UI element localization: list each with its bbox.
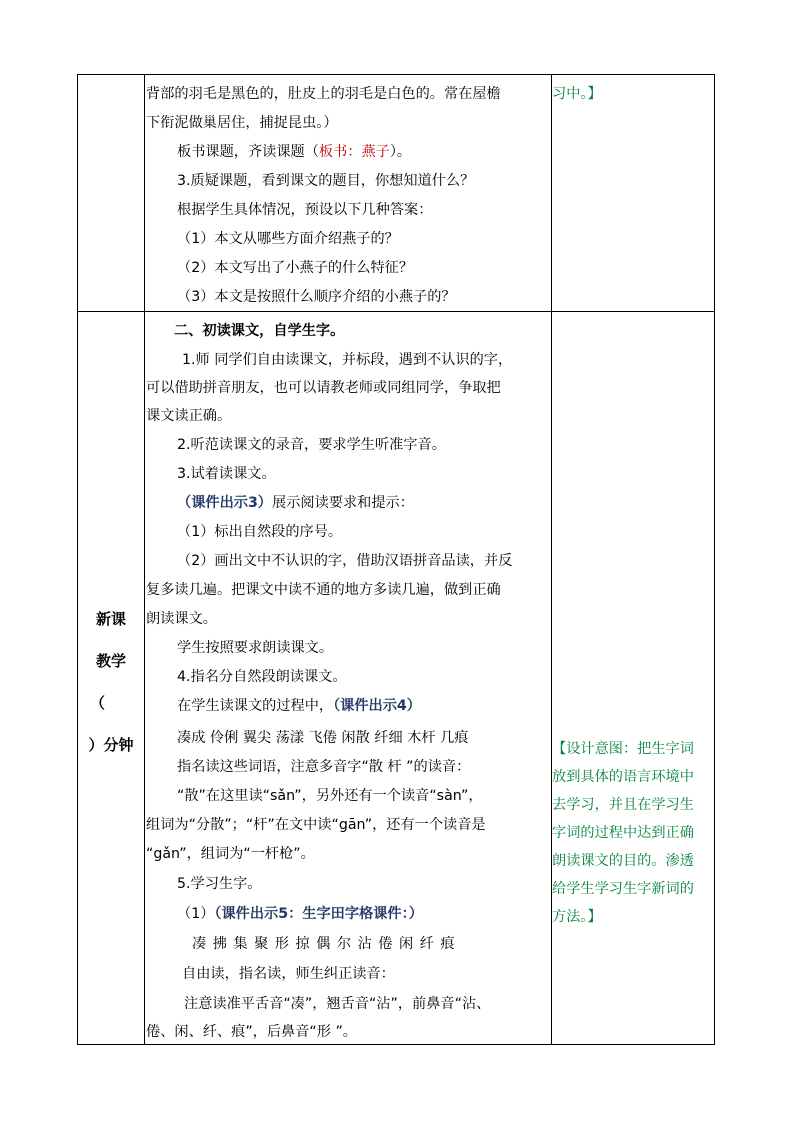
board-title: 板书：燕子 [318, 144, 390, 160]
text-line: （1）（课件出示5：生字田字格课件：） [177, 906, 423, 922]
text-line: 下衔泥做巢居住，捕捉昆虫。） [146, 115, 338, 131]
text-line: （3）本文是按照什么顺序介绍的小燕子的？ [177, 289, 456, 305]
text-line: 指名读这些词语，注意多音字“散 杆 ”的读音： [177, 759, 471, 775]
lesson-plan-table [77, 74, 715, 1045]
section-label-line: 教学 [95, 652, 126, 670]
note-line: 给学生学习生字新词的 [552, 881, 694, 897]
text-line: 3.试着读课文。 [177, 466, 276, 482]
courseware-tag: （课件出示5：生字田字格课件：） [214, 906, 423, 922]
text-line: 板书课题，齐读课题（板书：燕子）。 [177, 144, 412, 160]
section-label-line: ）分钟 [88, 736, 134, 754]
text-line: 倦、闲、纤、痕”，后鼻音“形 ”。 [146, 1024, 357, 1040]
text-line: 1.师 同学们自由读课文，并标段，遇到不认识的字， [182, 352, 513, 368]
courseware-tag: （课件出示3） [177, 495, 272, 511]
text-line: （1）标出自然段的序号。 [177, 524, 343, 540]
note-line: 字词的过程中达到正确 [552, 825, 694, 841]
text-line: 学生按照要求朗读课文。 [177, 640, 334, 656]
text-line: 复多读几遍。把课文中读不通的地方多读几遍，做到正确 [146, 582, 501, 598]
text-line: （2）画出文中不认识的字，借助汉语拼音品读，并反 [177, 553, 513, 569]
text-line: 组词为“分散”；“杆”在文中读“gān”，还有一个读音是 [146, 817, 486, 833]
note-line: 放到具体的语言环境中 [552, 769, 694, 785]
text-line: “散”在这里读“sǎn”，另外还有一个读音“sàn”， [177, 788, 483, 804]
text-line: 4.指名分自然段朗读课文。 [177, 669, 347, 685]
courseware-tag: （课件出示4） [333, 698, 421, 714]
text-line: 3.质疑课题，看到课文的题目，你想知道什么？ [177, 173, 475, 189]
new-characters: 凑 拂 集 聚 形 掠 偶 尔 沾 倦 闲 纤 痕 [192, 936, 456, 952]
section-label-line: （ [90, 694, 106, 712]
text-line: 朗读课文。 [146, 611, 217, 627]
note-line: 朗读课文的目的。渗透 [552, 853, 694, 869]
text-line: 背部的羽毛是黑色的，肚皮上的羽毛是白色的。常在屋檐 [146, 86, 501, 102]
text-line: 注意读准平舌音“凑”，翘舌音“沾”，前鼻音“沾、 [184, 996, 491, 1012]
text-line: 在学生读课文的过程中，（课件出示4） [177, 698, 421, 714]
note-line: 习中。】 [552, 86, 602, 102]
text-line: 2.听范读课文的录音，要求学生听准字音。 [177, 437, 446, 453]
section-label-line: 新课 [95, 610, 126, 628]
note-line: 方法。】 [552, 909, 602, 925]
note-line: 【设计意图：把生字词 [552, 741, 694, 757]
design-notes-column [551, 75, 716, 1044]
text-line: 根据学生具体情况，预设以下几种答案： [177, 202, 433, 218]
vocabulary-words: 凑成 伶俐 翼尖 荡漾 飞倦 闲散 纤细 木杆 几痕 [177, 730, 469, 746]
text-line: （课件出示3）展示阅读要求和提示： [177, 495, 414, 511]
note-line: 去学习，并且在学习生 [552, 797, 694, 813]
text-line: （2）本文写出了小燕子的什么特征？ [177, 260, 414, 276]
text-line: “gǎn”，组词为“一杆枪”。 [146, 846, 315, 862]
content-column [144, 75, 552, 1044]
text-line: 课文读正确。 [146, 408, 232, 424]
section-heading: 二、初读课文，自学生字。 [174, 323, 345, 339]
text-line: 自由读，指名读，师生纠正读音： [182, 966, 395, 982]
text-line: 5.学习生字。 [177, 876, 262, 892]
text-line: （1）本文从哪些方面介绍燕子的？ [177, 231, 399, 247]
text-line: 可以借助拼音朋友，也可以请教老师或同组同学，争取把 [146, 380, 501, 396]
